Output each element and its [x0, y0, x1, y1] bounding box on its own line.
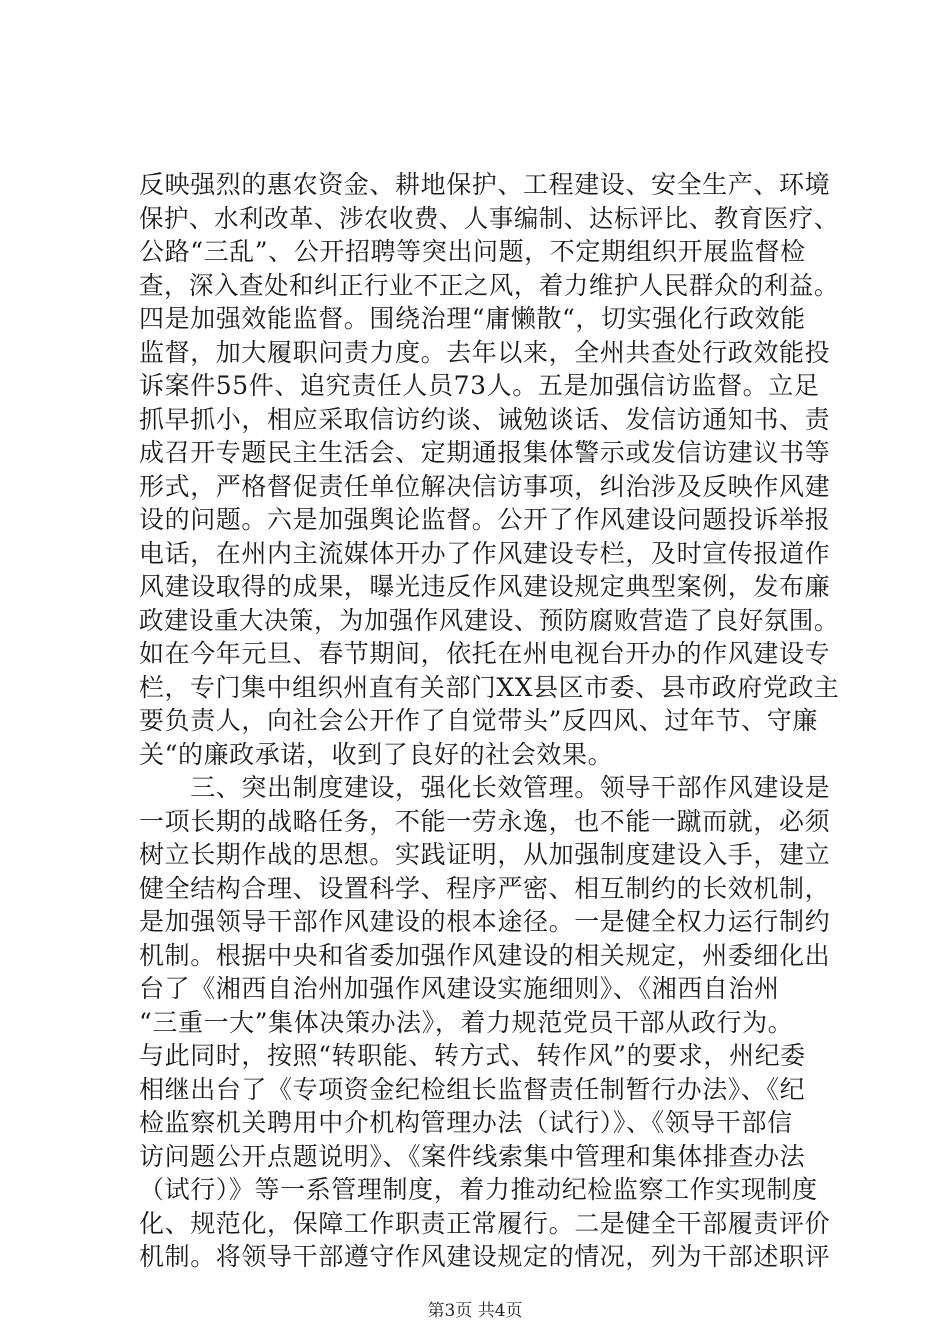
text-line: 设的问题。六是加强舆论监督。公开了作风建设问题投诉举报 [139, 505, 831, 534]
text-line: 是加强领导干部作风建设的根本途径。一是健全权力运行制约 [139, 907, 831, 936]
text-line: 电话，在州内主流媒体开办了作风建设专栏，及时宣传报道作 [139, 538, 831, 568]
text-line: 监督，加大履职问责力度。去年以来，全州共查处行政效能投 [139, 337, 831, 367]
text-line: 机制。根据中央和省委加强作风建设的相关规定，州委细化出 [139, 940, 831, 970]
text-line: 抓早抓小，相应采取信访约谈、诫勉谈话、发信访通知书、责 [139, 404, 831, 434]
text-line: 要负责人，向社会公开作了自觉带头”反四风、过年节、守廉 [139, 706, 818, 735]
page-footer: 第3页 共4页 [427, 1301, 523, 1321]
text-line: 风建设取得的成果，曝光违反作风建设规定典型案例，发布廉 [139, 572, 831, 601]
text-line: 四是加强效能监督。围绕治理“庸懒散“，切实强化行政效能 [139, 304, 806, 333]
text-line: 如在今年元旦、春节期间，依托在州电视台开办的作风建设专 [139, 639, 831, 668]
text-line: 政建设重大决策，为加强作风建设、预防腐败营造了良好氛围。 [139, 605, 839, 635]
text-line: 形式，严格督促责任单位解决信访事项，纠治涉及反映作风建 [139, 471, 831, 501]
text-line: 树立长期作战的思想。实践证明，从加强制度建设入手，建立 [139, 840, 831, 869]
text-line: 三、突出制度建设，强化长效管理。领导干部作风建设是 [139, 773, 831, 802]
text-line: 查，深入查处和纠正行业不正之风，着力维护人民群众的利益。 [139, 270, 839, 300]
text-line: 健全结构合理、设置科学、程序严密、相互制约的长效机制， [139, 873, 831, 903]
text-line: 栏，专门集中组织州直有关部门XX县区市委、县市政府党政主 [139, 672, 840, 702]
text-line: 台了《湘西自治州加强作风建设实施细则》、《湘西自治州 [139, 974, 780, 1003]
text-line: 关“的廉政承诺，收到了良好的社会效果。 [139, 739, 614, 769]
text-line: 化、规范化，保障工作职责正常履行。二是健全干部履责评价 [139, 1208, 831, 1238]
text-line: 与此同时，按照“转职能、转方式、转作风”的要求，州纪委 [139, 1041, 806, 1070]
text-line: 诉案件55件、追究责任人员73人。五是加强信访监督。立足 [139, 371, 820, 400]
text-line: 访问题公开点题说明》、《案件线索集中管理和集体排查办法 [139, 1141, 806, 1171]
text-line: 一项长期的战略任务，不能一劳永逸，也不能一蹴而就，必须 [139, 806, 831, 836]
text-line: 公路“三乱”、公开招聘等突出问题，不定期组织开展监督检 [139, 237, 806, 266]
text-line: 机制。将领导干部遵守作风建设规定的情况，列为干部述职评 [139, 1242, 831, 1271]
text-line: （试行）》等一系管理制度，着力推动纪检监察工作实现制度 [139, 1175, 818, 1204]
text-line: 成召开专题民主生活会、定期通报集体警示或发信访建议书等 [139, 438, 831, 467]
text-line: 检监察机关聘用中介机构管理办法（试行）》、《领导干部信 [139, 1108, 793, 1137]
body-text [139, 168, 839, 1274]
text-line: 相继出台了《专项资金纪检组长监督责任制暂行办法》、《纪 [139, 1074, 806, 1104]
text-line: “三重一大”集体决策办法》，着力规范党员干部从政行为。 [139, 1007, 794, 1037]
text-line: 反映强烈的惠农资金、耕地保护、工程建设、安全生产、环境 [139, 170, 831, 199]
text-line: 保护、水利改革、涉农收费、人事编制、达标评比、教育医疗、 [139, 203, 839, 233]
